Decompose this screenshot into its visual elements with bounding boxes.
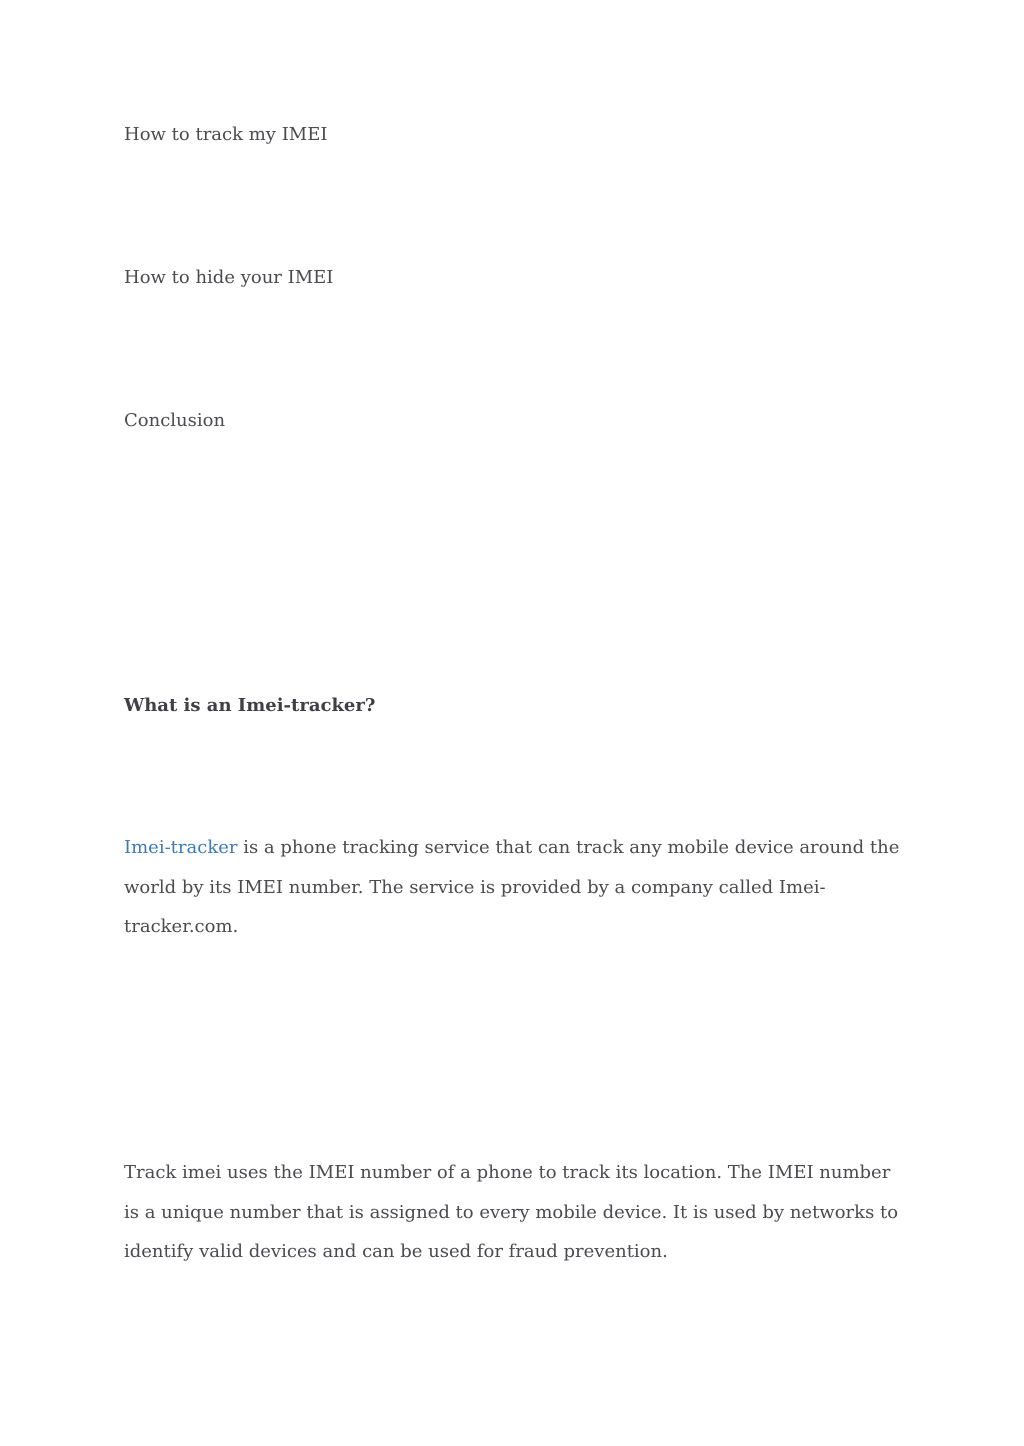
toc-item-track-imei[interactable]: How to track my IMEI [124,124,328,145]
section-heading: What is an Imei-tracker? [124,695,376,716]
intro-paragraph-text: is a phone tracking service that can track any mobile device around the world by its IMEI number. The service is provided by a company called Imei-tracker.com. [124,837,900,937]
intro-paragraph [124,828,904,947]
toc-item-hide-imei[interactable]: How to hide your IMEI [124,267,334,288]
toc-item-conclusion[interactable]: Conclusion [124,410,226,431]
explanation-paragraph: Track imei uses the IMEI number of a phone to track its location. The IMEI number is a unique number that is assigned to every mobile device. It is used by networks to identify valid devices and can be used for fraud prevention. [124,1162,899,1262]
imei-tracker-link[interactable]: Imei-tracker [124,837,238,858]
